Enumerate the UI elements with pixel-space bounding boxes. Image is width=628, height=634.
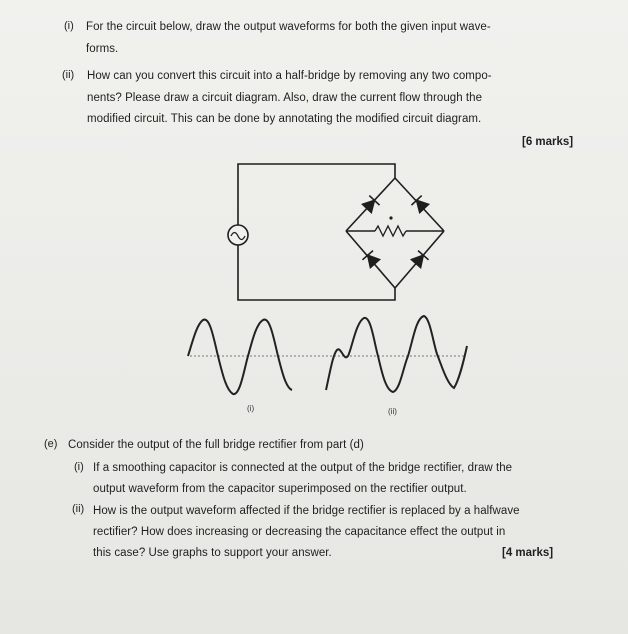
question-e-i-line2: output waveform from the capacitor superimposed on the rectifier output. (93, 483, 467, 495)
question-e-i-line1: If a smoothing capacitor is connected at the output of the bridge rectifier, draw the (93, 462, 513, 474)
question-e-ii-line3: this case? Use graphs to support your answer. (93, 547, 332, 559)
question-d-i-line1: For the circuit below, draw the output waveforms for both the given input wave- (86, 21, 491, 33)
question-e-intro: Consider the output of the full bridge rectifier from part (d) (68, 439, 364, 451)
question-marker-d-i: (i) (64, 20, 74, 32)
question-d-ii-line2: nents? Please draw a circuit diagram. Also, draw the current flow through the (87, 92, 483, 104)
waveform-i-sine (188, 320, 292, 395)
waveform-ii-complex (326, 316, 467, 392)
question-marker-e-ii: (ii) (72, 503, 85, 515)
question-e-ii-line1: How is the output waveform affected if the bridge rectifier is replaced by a halfwave (93, 505, 520, 517)
bottom-wire (238, 238, 395, 300)
question-marker-e-i: (i) (74, 461, 84, 473)
question-e-ii-line2: rectifier? How does increasing or decreasing the capacitance effect the output in (93, 526, 506, 538)
load-resistor-icon (375, 226, 406, 236)
question-marker-d-ii: (ii) (62, 69, 75, 81)
question-marker-e: (e) (44, 438, 58, 450)
waveform-label-ii: (ii) (388, 407, 397, 416)
question-d-ii-line3: modified circuit. This can be done by annotating the modified circuit diagram. (87, 113, 482, 125)
question-d-i-line2: forms. (86, 43, 119, 55)
load-tap-dot (389, 216, 392, 219)
marks-e: [4 marks] (502, 547, 554, 559)
marks-d: [6 marks] (522, 136, 574, 148)
waveform-label-i: (i) (247, 404, 255, 413)
input-waveforms (188, 316, 467, 394)
question-d-ii-line1: How can you convert this circuit into a half-bridge by removing any two compo- (87, 70, 492, 82)
